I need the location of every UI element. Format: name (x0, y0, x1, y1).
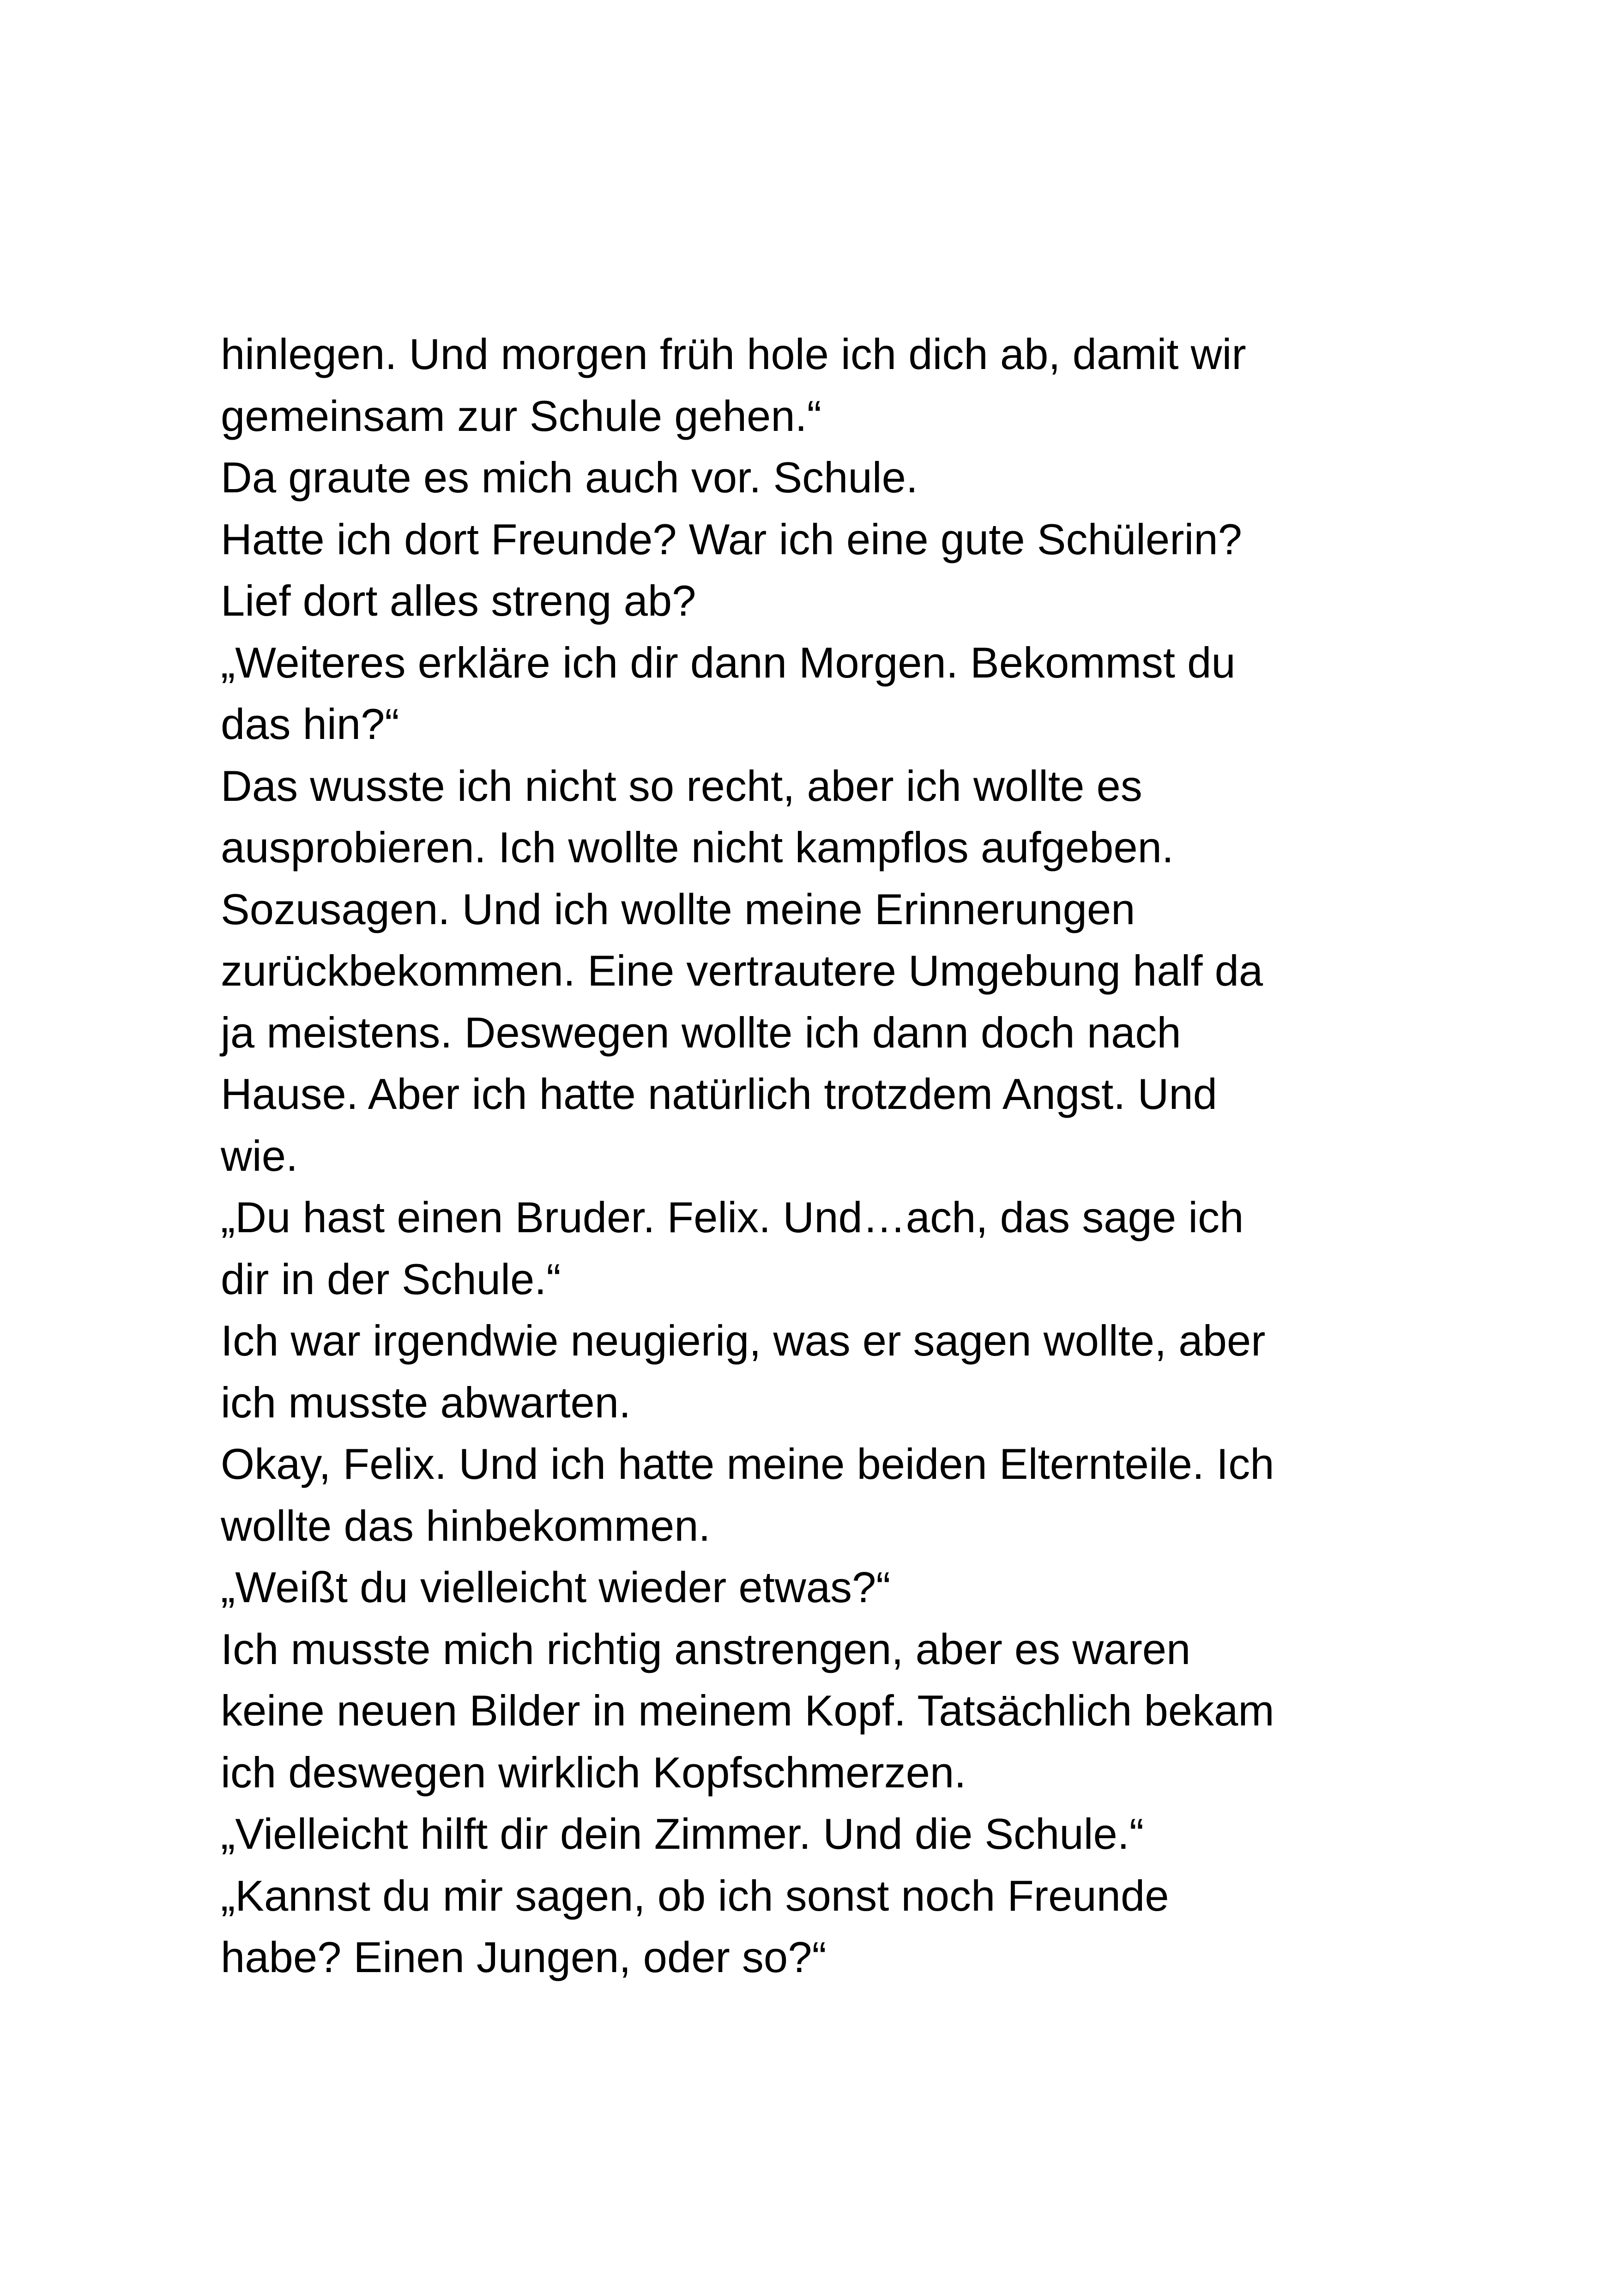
text-line: Hause. Aber ich hatte natürlich trotzdem Angst. Und (221, 1070, 1217, 1118)
text-line: „Weißt du vielleicht wieder etwas?“ (221, 1563, 891, 1611)
text-line: „Vielleicht hilft dir dein Zimmer. Und die Schule.“ (221, 1810, 1144, 1858)
text-line: das hin?“ (221, 700, 399, 748)
text-line: ich musste abwarten. (221, 1378, 631, 1427)
text-line: wie. (221, 1131, 298, 1180)
body-text (221, 323, 1403, 1988)
text-line: Lief dort alles streng ab? (221, 576, 696, 625)
text-line: ich deswegen wirklich Kopfschmerzen. (221, 1748, 966, 1797)
text-line: Sozusagen. Und ich wollte meine Erinnerungen (221, 884, 1135, 933)
text-line: dir in der Schule.“ (221, 1254, 561, 1303)
text-line: Das wusste ich nicht so recht, aber ich wollte es (221, 761, 1142, 810)
text-line: gemeinsam zur Schule gehen.“ (221, 391, 822, 440)
text-line: Hatte ich dort Freunde? War ich eine gute Schülerin? (221, 514, 1242, 563)
text-line: Da graute es mich auch vor. Schule. (221, 453, 918, 502)
text-line: hinlegen. Und morgen früh hole ich dich ab, damit wir (221, 330, 1246, 378)
text-line: ja meistens. Deswegen wollte ich dann doch nach (221, 1008, 1181, 1057)
text-line: wollte das hinbekommen. (221, 1501, 711, 1550)
text-line: Okay, Felix. Und ich hatte meine beiden Elternteile. Ich (221, 1440, 1274, 1488)
text-line: zurückbekommen. Eine vertrautere Umgebung half da (221, 946, 1263, 995)
text-line: ausprobieren. Ich wollte nicht kampflos aufgeben. (221, 823, 1174, 872)
text-line: Ich war irgendwie neugierig, was er sagen wollte, aber (221, 1316, 1266, 1365)
text-line: „Weiteres erkläre ich dir dann Morgen. Bekommst du (221, 638, 1236, 687)
text-line: keine neuen Bilder in meinem Kopf. Tatsächlich bekam (221, 1686, 1274, 1735)
text-line: Ich musste mich richtig anstrengen, aber es waren (221, 1624, 1191, 1673)
text-line: habe? Einen Jungen, oder so?“ (221, 1933, 827, 1981)
text-line: „Kannst du mir sagen, ob ich sonst noch Freunde (221, 1871, 1169, 1920)
text-line: „Du hast einen Bruder. Felix. Und…ach, das sage ich (221, 1193, 1244, 1241)
